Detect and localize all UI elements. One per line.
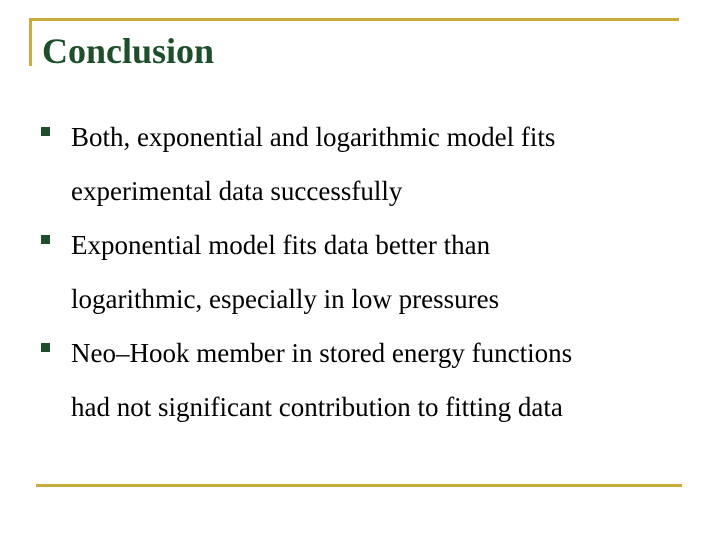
bullet-3-line-2: had not significant contribution to fitting data bbox=[71, 392, 563, 422]
bullet-2-line-1: Exponential model fits data better than bbox=[71, 230, 491, 260]
bullet-2-line-2: logarithmic, especially in low pressures bbox=[71, 284, 500, 314]
bullet-text-3 bbox=[71, 326, 696, 434]
title-frame-left-rule bbox=[29, 18, 32, 66]
square-bullet-icon bbox=[41, 127, 50, 136]
bullet-text-1 bbox=[71, 110, 696, 218]
square-bullet-icon bbox=[41, 235, 50, 244]
footer-rule bbox=[36, 484, 682, 487]
bullet-text-2 bbox=[71, 218, 696, 326]
bullet-3-line-1: Neo–Hook member in stored energy functions bbox=[71, 338, 573, 368]
slide-title: Conclusion bbox=[42, 31, 215, 71]
title-frame-top-rule bbox=[29, 18, 679, 21]
bullet-1-line-2: experimental data successfully bbox=[71, 176, 403, 206]
square-bullet-icon bbox=[41, 343, 50, 352]
bullet-1-line-1: Both, exponential and logarithmic model fits bbox=[71, 122, 556, 152]
